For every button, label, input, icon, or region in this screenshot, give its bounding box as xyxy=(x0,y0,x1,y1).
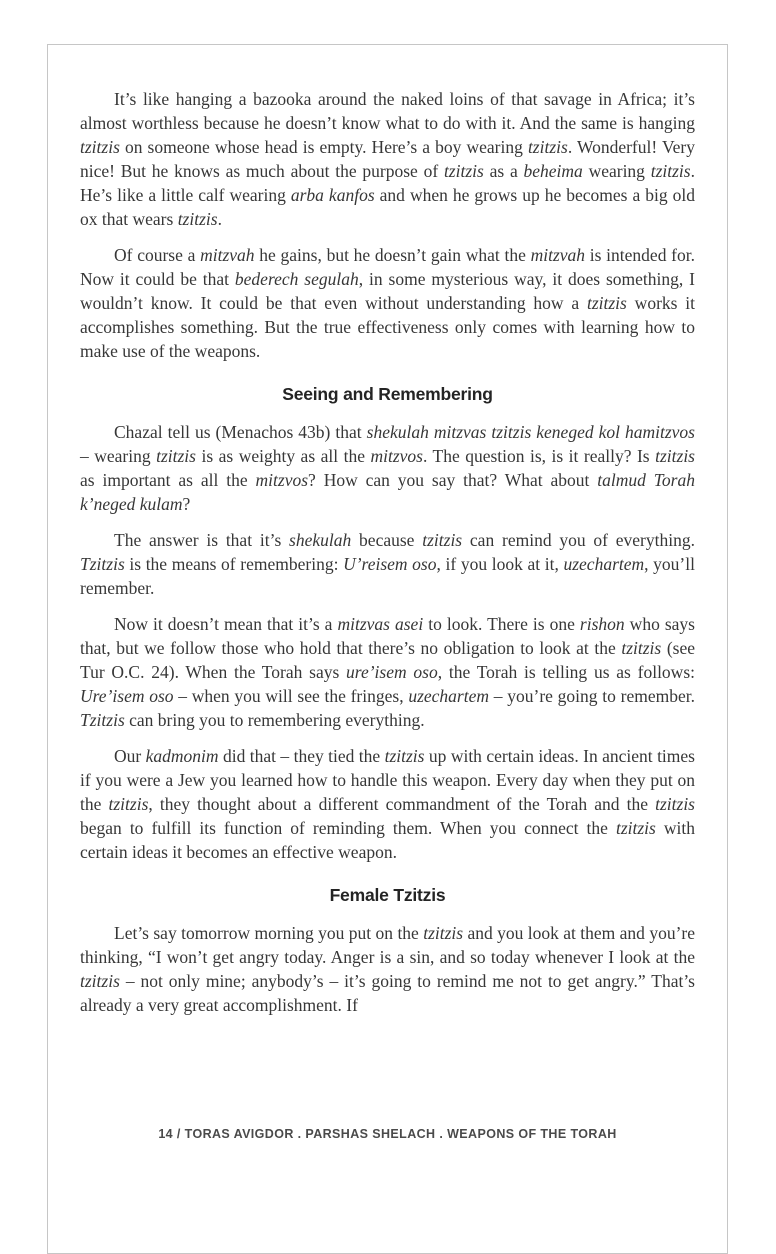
italic-text-run: ure’isem oso xyxy=(346,662,438,682)
text-run: – when you will see the fringes, xyxy=(173,686,409,706)
text-run: – wearing xyxy=(80,446,157,466)
text-run: Of course a xyxy=(114,245,201,265)
text-run: and you look at them and you’re thinking, “I won’t get angry today. Anger is a sin, and so today whenever I look at the xyxy=(80,923,695,967)
text-run: – not only mine; anybody’s – it’s going to remind me not to get angry.” That’s already a very great accomplishment. If xyxy=(80,971,695,1015)
italic-text-run: tzitzis xyxy=(655,794,695,814)
text-run: It’s like hanging a bazooka around the naked loins of that savage in Africa; it’s almost worthless because he doesn’t know what to do with it. And the same is hanging xyxy=(80,89,695,133)
text-run: , if you look at it, xyxy=(436,554,564,574)
text-run: did that – they tied the xyxy=(218,746,385,766)
text-run: wearing xyxy=(582,161,651,181)
text-run: The answer is that it’s xyxy=(114,530,290,550)
text-run: . Wonderful! Very nice! But he knows as much about the purpose of xyxy=(80,137,696,181)
text-run: can remind you of everything. xyxy=(462,530,695,550)
text-run: , the Torah is telling us as follows: xyxy=(437,662,695,682)
italic-text-run: shekulah mitzvas tzitzis keneged kol hamitzvos xyxy=(366,422,695,442)
text-run: Chazal tell us (Menachos 43b) that xyxy=(114,422,367,442)
text-run: who says that, but we follow those who hold that there’s no obligation to look at the xyxy=(80,614,695,658)
text-run: . xyxy=(217,209,222,229)
italic-text-run: tzitzis xyxy=(80,137,120,157)
italic-text-run: tzitzis xyxy=(615,818,656,838)
italic-text-run: shekulah xyxy=(289,530,352,550)
text-run: Let’s say tomorrow morning you put on the xyxy=(114,923,424,943)
text-run: began to fulfill its function of reminding them. When you connect the xyxy=(80,818,616,838)
text-run: can bring you to remembering everything. xyxy=(124,710,425,730)
text-run: , they thought about a different commandment of the Torah and the xyxy=(148,794,656,814)
text-run: is intended for. Now it could be that xyxy=(80,245,695,289)
italic-text-run: mitzvas asei xyxy=(337,614,424,634)
italic-text-run: uzechartem xyxy=(408,686,490,706)
section-heading: Female Tzitzis xyxy=(329,885,446,905)
italic-text-run: U’reisem oso xyxy=(343,554,437,574)
paragraph xyxy=(80,87,695,231)
text-run: and when he grows up he becomes a big old ox that wears xyxy=(80,185,696,229)
paragraph xyxy=(80,921,695,1017)
text-run: with certain ideas it becomes an effective weapon. xyxy=(80,818,695,862)
section-heading: Seeing and Remembering xyxy=(282,384,493,404)
text-run: – you’re going to remember. xyxy=(489,686,695,706)
italic-text-run: tzitzis xyxy=(655,446,695,466)
italic-text-run: tzitzis xyxy=(80,971,120,991)
text-run: because xyxy=(351,530,423,550)
italic-text-run: tzitzis xyxy=(177,209,218,229)
text-run: works it accomplishes something. But the true effectiveness only comes with learning how to make use of the weapons. xyxy=(80,293,696,361)
italic-text-run: Ure’isem oso xyxy=(80,686,174,706)
page-footer: 14 / TORAS AVIGDOR . PARSHAS SHELACH . WEAPONS OF THE TORAH xyxy=(158,1127,617,1141)
paragraph xyxy=(80,744,695,864)
text-run: Our xyxy=(114,746,146,766)
document-page xyxy=(47,44,728,1254)
text-run: , in some mysterious way, it does something, I wouldn’t know. It could be that even without understanding how a xyxy=(80,269,695,313)
italic-text-run: mitzvos xyxy=(255,470,309,490)
italic-text-run: tzitzis xyxy=(422,530,463,550)
paragraph xyxy=(80,243,695,363)
italic-text-run: kadmonim xyxy=(145,746,219,766)
italic-text-run: tzitzis xyxy=(650,161,691,181)
italic-text-run: tzitzis xyxy=(621,638,662,658)
text-run: Now it doesn’t mean that it’s a xyxy=(114,614,338,634)
page-content xyxy=(48,45,727,1017)
text-run: . The question is, is it really? Is xyxy=(422,446,656,466)
italic-text-run: uzechartem xyxy=(563,554,645,574)
italic-text-run: tzitzis xyxy=(423,923,464,943)
italic-text-run: tzitzis xyxy=(156,446,196,466)
italic-text-run: tzitzis xyxy=(527,137,568,157)
text-run: on someone whose head is empty. Here’s a boy wearing xyxy=(119,137,528,157)
text-run: , you’ll remember. xyxy=(80,554,695,598)
italic-text-run: tzitzis xyxy=(108,794,149,814)
italic-text-run: beheima xyxy=(523,161,583,181)
italic-text-run: Tzitzis xyxy=(80,710,125,730)
italic-text-run: mitzvah xyxy=(200,245,255,265)
italic-text-run: tzitzis xyxy=(586,293,627,313)
italic-text-run: mitzvah xyxy=(530,245,586,265)
italic-text-run: arba kanfos xyxy=(290,185,375,205)
text-run: ? How can you say that? What about xyxy=(308,470,598,490)
italic-text-run: talmud Torah k’neged kulam xyxy=(80,470,695,514)
italic-text-run: bederech segulah xyxy=(234,269,359,289)
paragraph xyxy=(80,612,695,732)
italic-text-run: rishon xyxy=(579,614,625,634)
text-run: is as weighty as all the xyxy=(195,446,371,466)
text-run: ? xyxy=(182,494,191,514)
text-run: . He’s like a little calf wearing xyxy=(80,161,695,205)
paragraph xyxy=(80,528,695,600)
text-run: to look. There is one xyxy=(423,614,580,634)
paragraph xyxy=(80,420,695,516)
text-run: is the means of remembering: xyxy=(124,554,344,574)
italic-text-run: Tzitzis xyxy=(80,554,125,574)
text-run: (see Tur O.C. 24). When the Torah says xyxy=(80,638,695,682)
italic-text-run: mitzvos xyxy=(370,446,423,466)
text-run: up with certain ideas. In ancient times if you were a Jew you learned how to handle this weapon. Every day when they put on the xyxy=(80,746,695,814)
text-run: he gains, but he doesn’t gain what the xyxy=(254,245,531,265)
italic-text-run: tzitzis xyxy=(443,161,484,181)
text-run: as a xyxy=(483,161,524,181)
text-run: as important as all the xyxy=(80,470,256,490)
italic-text-run: tzitzis xyxy=(384,746,425,766)
